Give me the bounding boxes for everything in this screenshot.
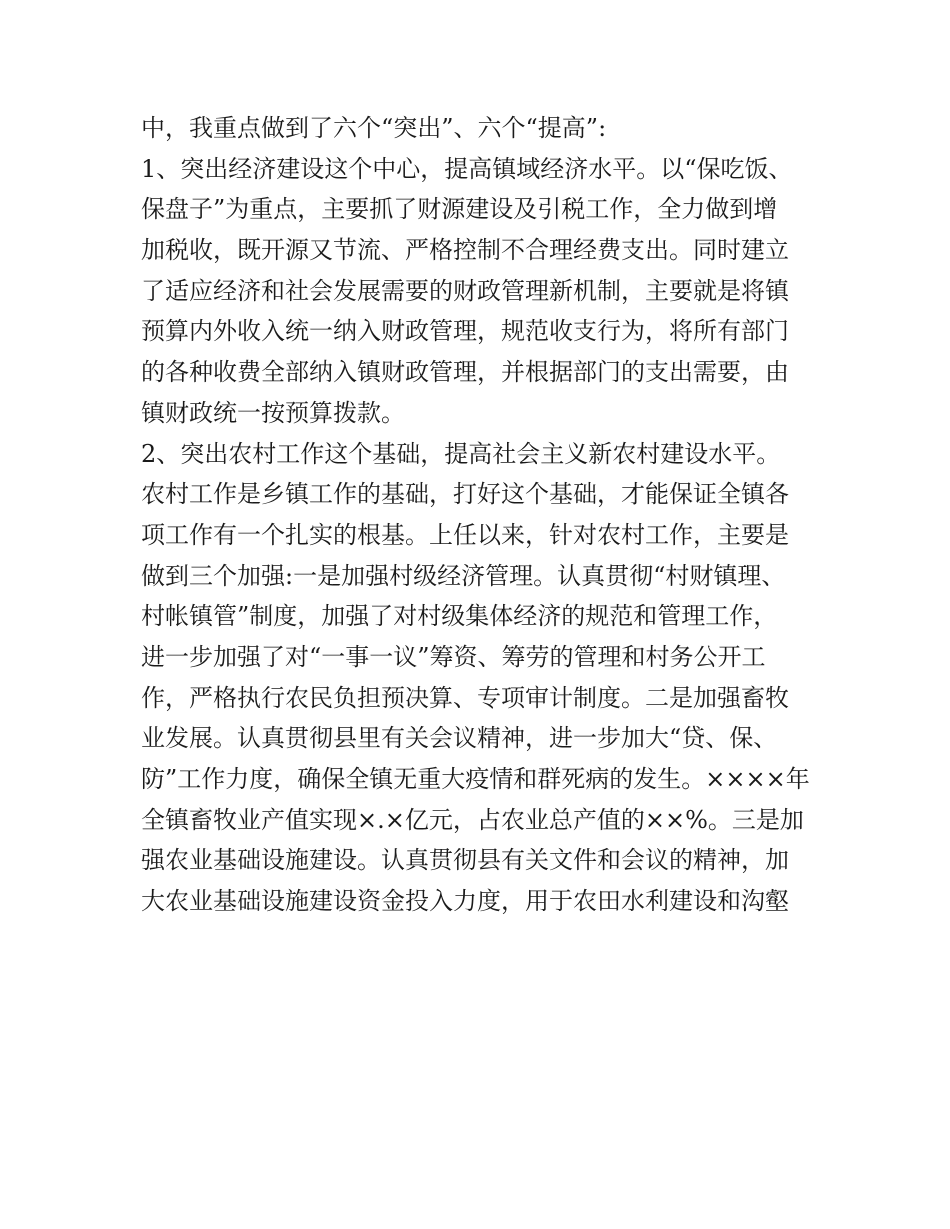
text-line: 中，我重点做到了六个“突出”、六个“提高”: <box>141 114 607 142</box>
text-line: 2、突出农村工作这个基础，提高社会主义新农村建设水平。 <box>141 439 781 468</box>
text-line: 做到三个加强:一是加强村级经济管理。认真贯彻“村财镇理、 <box>141 561 786 590</box>
text-line: 农村工作是乡镇工作的基础，打好这个基础，才能保证全镇各 <box>141 480 789 509</box>
text-line: 的各种收费全部纳入镇财政管理，并根据部门的支出需要，由 <box>141 358 789 387</box>
text-line: 进一步加强了对“一事一议”筹资、筹劳的管理和村务公开工 <box>141 642 766 671</box>
text-line: 防”工作力度，确保全镇无重大疫情和群死病的发生。××××年 <box>141 765 810 793</box>
text-line: 了适应经济和社会发展需要的财政管理新机制，主要就是将镇 <box>141 276 789 305</box>
text-line: 作，严格执行农民负担预决算、专项审计制度。二是加强畜牧 <box>141 683 789 712</box>
text-line: 镇财政统一按预算拨款。 <box>141 398 405 427</box>
body-text <box>141 108 821 922</box>
text-line: 项工作有一个扎实的根基。上任以来，针对农村工作，主要是 <box>141 520 789 549</box>
text-line: 加税收，既开源又节流、严格控制不合理经费支出。同时建立 <box>141 236 789 265</box>
text-line: 业发展。认真贯彻县里有关会议精神，进一步加大“贷、保、 <box>141 724 778 753</box>
text-line: 大农业基础设施建设资金投入力度，用于农田水利建设和沟壑 <box>141 887 789 916</box>
text-line: 强农业基础设施建设。认真贯彻县有关文件和会议的精神，加 <box>141 846 789 875</box>
text-line: 全镇畜牧业产值实现×.×亿元，占农业总产值的××%。三是加 <box>141 805 804 834</box>
text-line: 1、突出经济建设这个中心，提高镇域经济水平。以“保吃饭、 <box>141 154 793 183</box>
text-line: 村帐镇管”制度，加强了对村级集体经济的规范和管理工作， <box>141 602 778 631</box>
text-line: 保盘子”为重点，主要抓了财源建设及引税工作，全力做到增 <box>141 195 778 224</box>
text-line: 预算内外收入统一纳入财政管理，规范收支行为，将所有部门 <box>141 317 789 346</box>
